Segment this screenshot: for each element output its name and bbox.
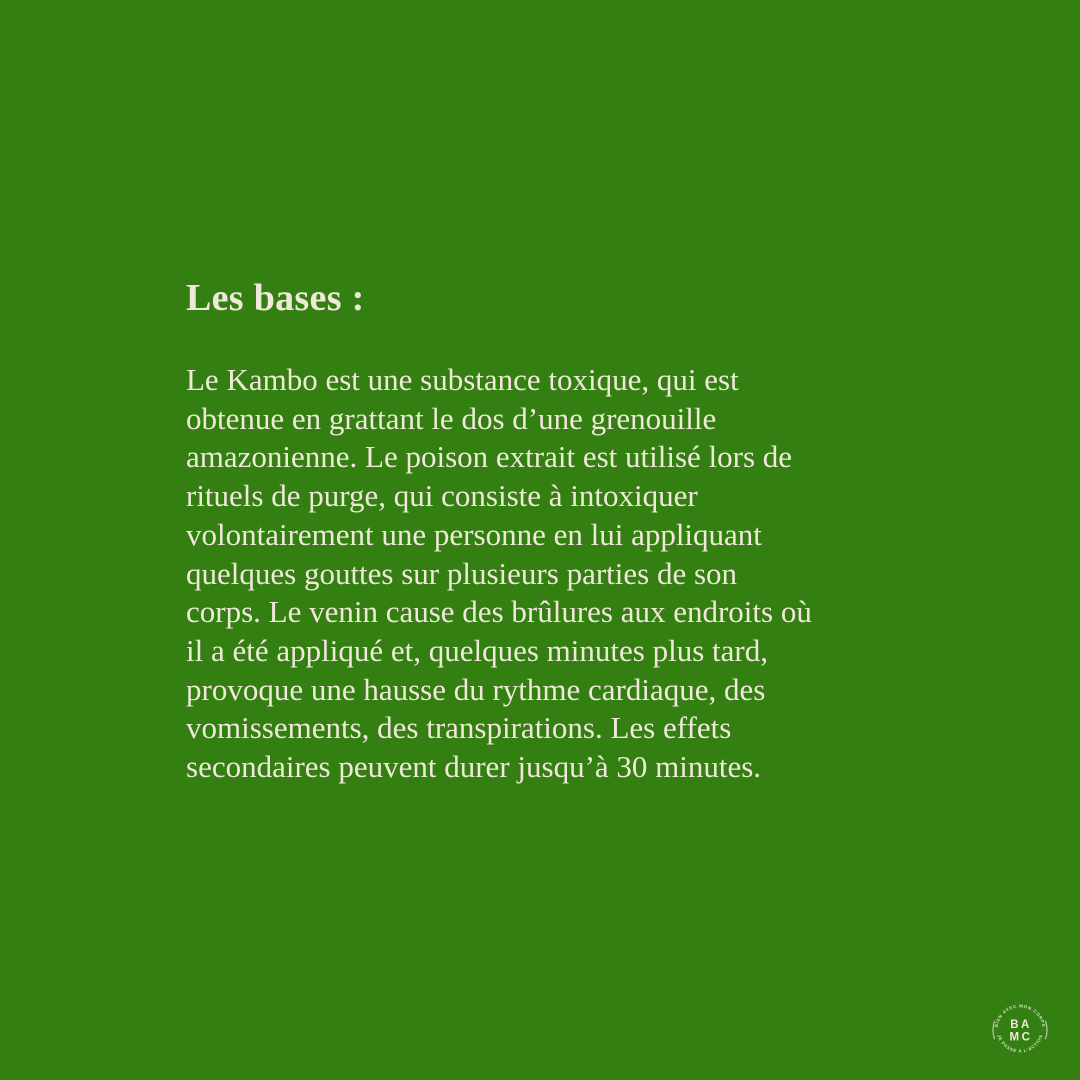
logo-arc-top-text: BIEN AVEC MON CORPS: [993, 1003, 1047, 1028]
body-text-line: amazonienne. Le poison extrait est utilisé lors de: [186, 439, 793, 475]
body-text-line: volontairement une personne en lui appliquant: [186, 516, 762, 552]
body-text-line: secondaires peuvent durer jusqu’à 30 minutes.: [186, 749, 762, 785]
logo-initials-top: BA: [1010, 1019, 1032, 1031]
logo-initials-bottom: MC: [1009, 1031, 1033, 1044]
body-text-line: quelques gouttes sur plusieurs parties de son: [186, 555, 738, 591]
bamc-logo-icon: [988, 998, 1052, 1062]
body-text: [186, 361, 906, 787]
body-text-line: rituels de purge, qui consiste à intoxiquer: [186, 478, 698, 514]
logo-arc-bottom-text: JE PASSE À L’ACTION: [996, 1033, 1044, 1054]
page-title: Les bases :: [186, 277, 365, 319]
body-text-line: vomissements, des transpirations. Les effets: [186, 710, 732, 746]
body-text-line: provoque une hausse du rythme cardiaque, des: [186, 671, 766, 707]
bamc-logo-badge: [988, 998, 1052, 1062]
body-text-line: Le Kambo est une substance toxique, qui est: [186, 362, 739, 397]
body-text-line: obtenue en grattant le dos d’une grenouille: [186, 400, 717, 436]
body-text-line: corps. Le venin cause des brûlures aux endroits où: [186, 594, 812, 630]
body-text-line: il a été appliqué et, quelques minutes plus tard,: [186, 632, 768, 668]
